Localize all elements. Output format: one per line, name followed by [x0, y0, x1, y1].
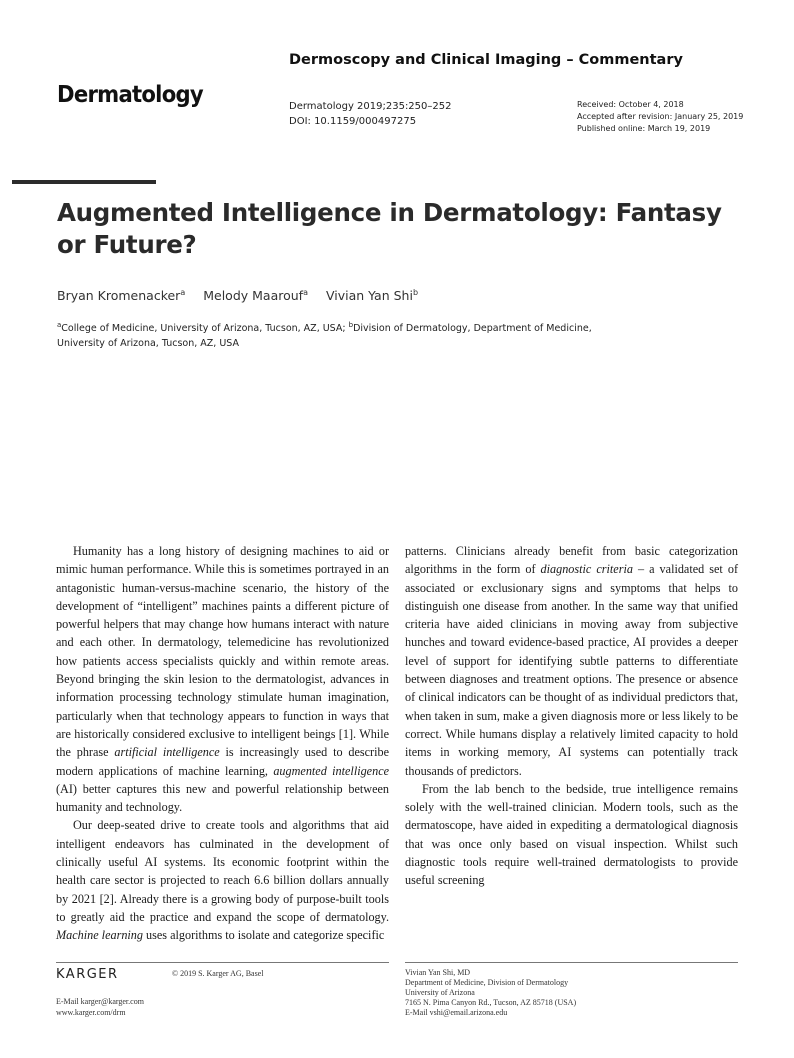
author: [203, 288, 308, 303]
publisher-website[interactable]: www.karger.com/drm: [56, 1008, 126, 1017]
title-accent-rule: [12, 180, 156, 184]
author: [326, 288, 418, 303]
emphasis: Machine learning: [56, 928, 143, 943]
corr-name: Vivian Yan Shi, MD: [405, 968, 471, 977]
corr-department: Department of Medicine, Division of Dermatology: [405, 978, 569, 987]
body-column-left: [56, 542, 389, 945]
emphasis: diagnostic criteria: [540, 562, 633, 577]
author-name: Bryan Kromenacker: [57, 288, 181, 304]
text-run: patterns. Clinicians already benefit from basic categorization algorithms in the form of: [405, 544, 738, 577]
section-heading: Dermoscopy and Clinical Imaging – Commentary: [289, 52, 683, 68]
publisher-logo: KARGER: [56, 967, 119, 982]
text-run: Humanity has a long history of designing machines to aid or mimic human performance. While this is sometimes portrayed in an antagonistic human-versus-machine scenario, the history of the development of “intelligent” machines paints a different picture of powerful helpers that may change how humans interact with nature and each other. In dermatology, telemedicine has revolutionized how patients access specialists quickly and within remote areas. Beyond bringing the skin lesion to the dermatologist, advances in information processing technology stimulate human imagination, particularly when that technology appears to function in ways that are historically considered exclusive to intelligent beings [1]. While the phrase: [56, 544, 389, 760]
emphasis: augmented intelligence: [273, 763, 390, 778]
citation-block: [289, 99, 452, 129]
article-history: [577, 99, 743, 135]
body-paragraph: [56, 542, 389, 816]
text-run: Our deep-seated drive to create tools and algorithms that aid intelligent endeavors has culminated in the development of clinically useful AI systems. Its economic footprint within the health care sector is projected to reach 6.6 billion dollars annually by 2021 [2]. Already there is a growing body of purpose-built tools to greatly aid the practice and expand the scope of dermatology.: [56, 818, 389, 924]
copyright-notice: © 2019 S. Karger AG, Basel: [172, 969, 264, 978]
author-affil-mark: a: [180, 288, 186, 297]
accepted-date: Accepted after revision: January 25, 2019: [577, 112, 744, 121]
emphasis: artificial intelligence: [114, 745, 220, 760]
corr-address: 7165 N. Pima Canyon Rd., Tucson, AZ 85718 (USA): [405, 998, 577, 1007]
corr-university: University of Arizona: [405, 988, 475, 997]
text-run: (AI) better captures this new and powerful relationship between humanity and technology.: [56, 781, 389, 815]
publisher-contact: [56, 996, 144, 1018]
text-run: is increasingly used to describe modern applications of machine learning,: [56, 745, 389, 778]
doi-link[interactable]: DOI: 10.1159/000497275: [289, 116, 417, 127]
text-run: – a validated set of associated or exclusionary signs and symptoms that helps to distinguish one disease from another. In the same way that unified criteria have aided clinicians in moving away from subjective hunches and toward evidence-based practice, AI provides a deeper level of support for identifying subtle patterns to differentiate between diagnoses and treatment options. The presence or absence of clinical indicators can be thought of as individual predictors that, when taken in sum, make a given diagnosis more or less likely to be correct. While humans display a relatively limited capacity to hold items in working memory, AI systems can potentially track thousands of predictors.: [405, 562, 738, 778]
article-title: Augmented Intelligence in Dermatology: Fantasy or Future?: [57, 198, 722, 259]
text-run: uses algorithms to isolate and categorize specific: [143, 928, 385, 943]
correspondence: [405, 968, 576, 1018]
publisher-email[interactable]: E-Mail karger@karger.com: [56, 997, 144, 1006]
journal-logo: Dermatology: [57, 82, 203, 108]
footer-divider: [405, 962, 738, 963]
body-paragraph: [405, 542, 738, 780]
author-list: [57, 288, 432, 303]
affiliations: [57, 318, 637, 351]
journal-citation: Dermatology 2019;235:250–252: [289, 101, 452, 112]
body-paragraph: [56, 816, 389, 944]
author-name: Vivian Yan Shi: [325, 288, 413, 304]
affil-b: Division of Dermatology, Department of Medicine, University of Arizona, Tucson, AZ, USA: [57, 323, 592, 350]
body-paragraph: From the lab bench to the bedside, true intelligence remains solely with the well-trained clinician. Modern tools, such as the dermatoscope, have aided in expediting a dermatological diagnosis that was once only based on visual inspection. Whilst such diagnostic tools require well-trained dermatologists to provide useful screening: [405, 781, 738, 888]
author-affil-mark: b: [412, 288, 419, 297]
author-name: Melody Maarouf: [203, 288, 304, 304]
affil-mark: b: [348, 321, 354, 329]
received-date: Received: October 4, 2018: [577, 100, 684, 109]
footer-divider: [56, 962, 389, 963]
published-date: Published online: March 19, 2019: [577, 124, 711, 133]
affil-mark: a: [57, 321, 62, 329]
author-affil-mark: a: [303, 288, 308, 297]
affil-a: College of Medicine, University of Arizona, Tucson, AZ, USA;: [61, 323, 349, 335]
body-column-right: [405, 542, 738, 890]
corr-email[interactable]: E-Mail vshi@email.arizona.edu: [405, 1008, 508, 1017]
author: [57, 288, 185, 303]
